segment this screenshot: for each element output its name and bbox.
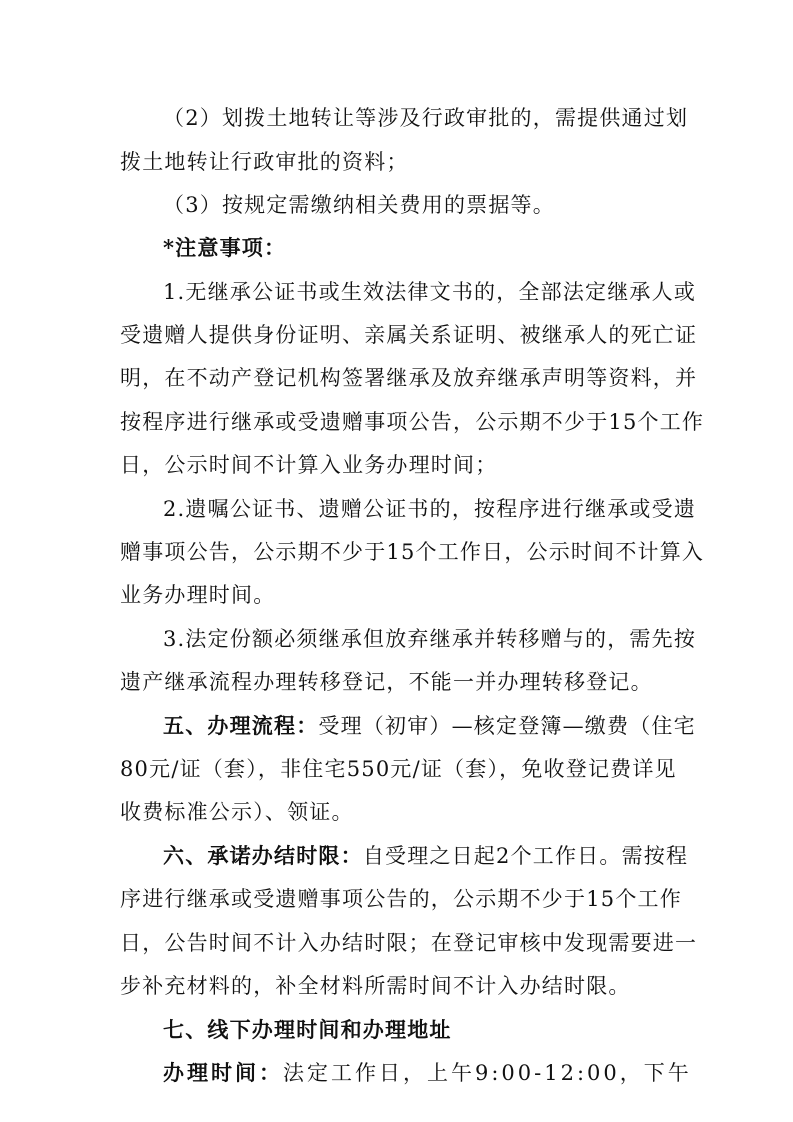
office-hours-text: 法定工作日，上午9:00-12:00，下午 bbox=[283, 1061, 692, 1085]
section-6-line-4: 步补充材料的，补全材料所需时间不计入办结时限。 bbox=[120, 974, 631, 998]
note-3-line-1: 3.法定份额必须继承但放弃继承并转移赠与的，需先按 bbox=[163, 627, 697, 651]
office-hours-label: 办理时间： bbox=[163, 1060, 283, 1085]
section-6-line-3: 日，公告时间不计入办结时限；在登记审核中发现需要进一 bbox=[120, 931, 698, 955]
note-2-line-2: 赠事项公告，公示期不少于15个工作日，公示时间不计算入 bbox=[120, 540, 705, 564]
section-5-line-1-text: 受理（初审）—核定登簿—缴费（住宅 bbox=[318, 714, 696, 738]
section-6-line-1-text: 自受理之日起2个工作日。需按程 bbox=[362, 844, 689, 868]
note-3-line-2: 遗产继承流程办理转移登记，不能一并办理转移登记。 bbox=[120, 670, 653, 694]
section-6-line-2: 序进行继承或受遗赠事项公告的，公示期不少于15个工作 bbox=[120, 887, 682, 911]
note-1-line-3: 明，在不动产登记机构签署继承及放弃继承声明等资料，并 bbox=[120, 366, 698, 390]
note-1-line-4: 按程序进行继承或受遗赠事项公告，公示期不少于15个工作 bbox=[120, 410, 705, 434]
note-2-line-3: 业务办理时间。 bbox=[120, 583, 276, 607]
note-1-line-5: 日，公示时间不计算入业务办理时间； bbox=[120, 453, 498, 477]
item-2-line-1: （2）划拨土地转让等涉及行政审批的，需提供通过划 bbox=[163, 106, 689, 130]
section-5-line-3: 收费标准公示）、领证。 bbox=[120, 800, 354, 824]
item-2-line-2: 拨土地转让行政审批的资料； bbox=[120, 150, 409, 174]
section-7-time-line bbox=[163, 1060, 692, 1085]
section-7-heading: 七、线下办理时间和办理地址 bbox=[163, 1017, 452, 1042]
note-2-line-1: 2.遗嘱公证书、遗赠公证书的，按程序进行继承或受遗 bbox=[163, 497, 697, 521]
section-6-heading: 六、承诺办结时限： bbox=[163, 843, 363, 868]
note-1-line-1: 1.无继承公证书或生效法律文书的，全部法定继承人或 bbox=[163, 280, 697, 304]
section-5-line-1 bbox=[163, 713, 696, 738]
section-5-heading: 五、办理流程： bbox=[163, 713, 319, 738]
note-1-line-2: 受遗赠人提供身份证明、亲属关系证明、被继承人的死亡证 bbox=[120, 323, 698, 347]
section-6-line-1 bbox=[163, 843, 689, 868]
section-5-line-2: 80元/证（套），非住宅550元/证（套），免收登记费详见 bbox=[120, 757, 677, 781]
notes-heading: *注意事项： bbox=[163, 235, 287, 260]
item-3: （3）按规定需缴纳相关费用的票据等。 bbox=[163, 193, 555, 217]
